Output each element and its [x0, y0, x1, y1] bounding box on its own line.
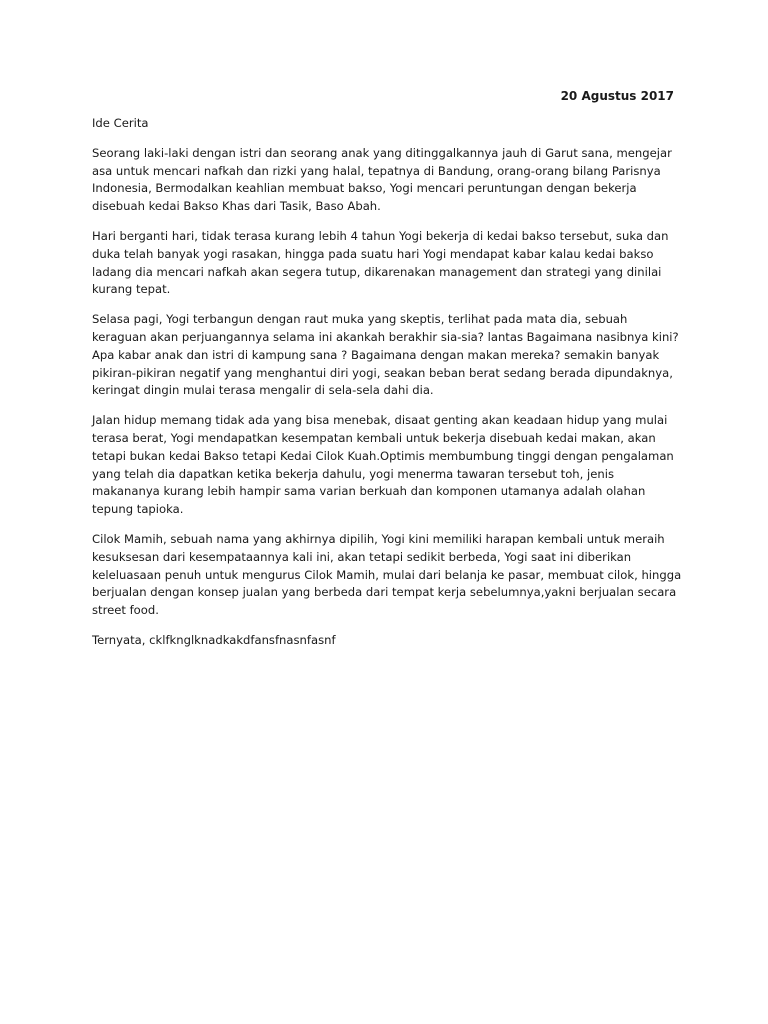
paragraph-3: Selasa pagi, Yogi terbangun dengan raut muka yang skeptis, terlihat pada mata dia, sebuah keraguan akan perjuangannya selama ini akankah berakhir sia-sia? lantas Bagaimana nasibnya kini? Apa kabar anak dan istri di kampung sana ? Bagaimana dengan makan mereka? semakin banyak pikiran-pikiran negatif yang menghantui diri yogi, seakan beban berat sedang berada dipundaknya, keringat dingin mulai terasa mengalir di sela-sela dahi dia. [92, 312, 679, 398]
paragraph-4: Jalan hidup memang tidak ada yang bisa menebak, disaat genting akan keadaan hidup yang mulai terasa berat, Yogi mendapatkan kesempatan kembali untuk bekerja disebuah kedai makan, akan tetapi bukan kedai Bakso tetapi Kedai Cilok Kuah.Optimis membumbung tinggi dengan pengalaman yang telah dia dapatkan ketika bekerja dahulu, yogi menerma tawaran tersebut toh, jenis makananya kurang lebih hampir sama varian berkuah dan komponen utamanya adalah olahan tepung tapioka. [92, 413, 674, 517]
document-date: 20 Agustus 2017 [560, 89, 674, 103]
paragraph-2: Hari berganti hari, tidak terasa kurang lebih 4 tahun Yogi bekerja di kedai bakso tersebut, suka dan duka telah banyak yogi rasakan, hingga pada suatu hari Yogi mendapat kabar kalau kedai bakso ladang dia mencari nafkah akan segera tutup, dikarenakan management dan strategi yang dinilai kurang tepat. [92, 228, 669, 297]
paragraph-5: Cilok Mamih, sebuah nama yang akhirnya dipilih, Yogi kini memiliki harapan kembali untuk meraih kesuksesan dari kesempataannya kali ini, akan tetapi sedikit berbeda, Yogi saat ini diberikan keleluasaan penuh untuk mengurus Cilok Mamih, mulai dari belanja ke pasar, membuat cilok, hingga berjualan dengan konsep jualan yang berbeda dari tempat kerja sebelumnya,yakni berjualan secara street food. [92, 531, 682, 618]
document-body [92, 115, 682, 662]
paragraph-1: Seorang laki-laki dengan istri dan seorang anak yang ditinggalkannya jauh di Garut sana, mengejar asa untuk mencari nafkah dan rizki yang halal, tepatnya di Bandung, orang-orang bilang Parisnya Indonesia, Bermodalkan keahlian membuat bakso, Yogi mencari peruntungan dengan bekerja disebuah kedai Bakso Khas dari Tasik, Baso Abah. [92, 145, 672, 214]
paragraph-6: Ternyata, cklfknglknadkakdfansfnasnfasnf [92, 632, 336, 647]
document-title: Ide Cerita [92, 116, 149, 130]
